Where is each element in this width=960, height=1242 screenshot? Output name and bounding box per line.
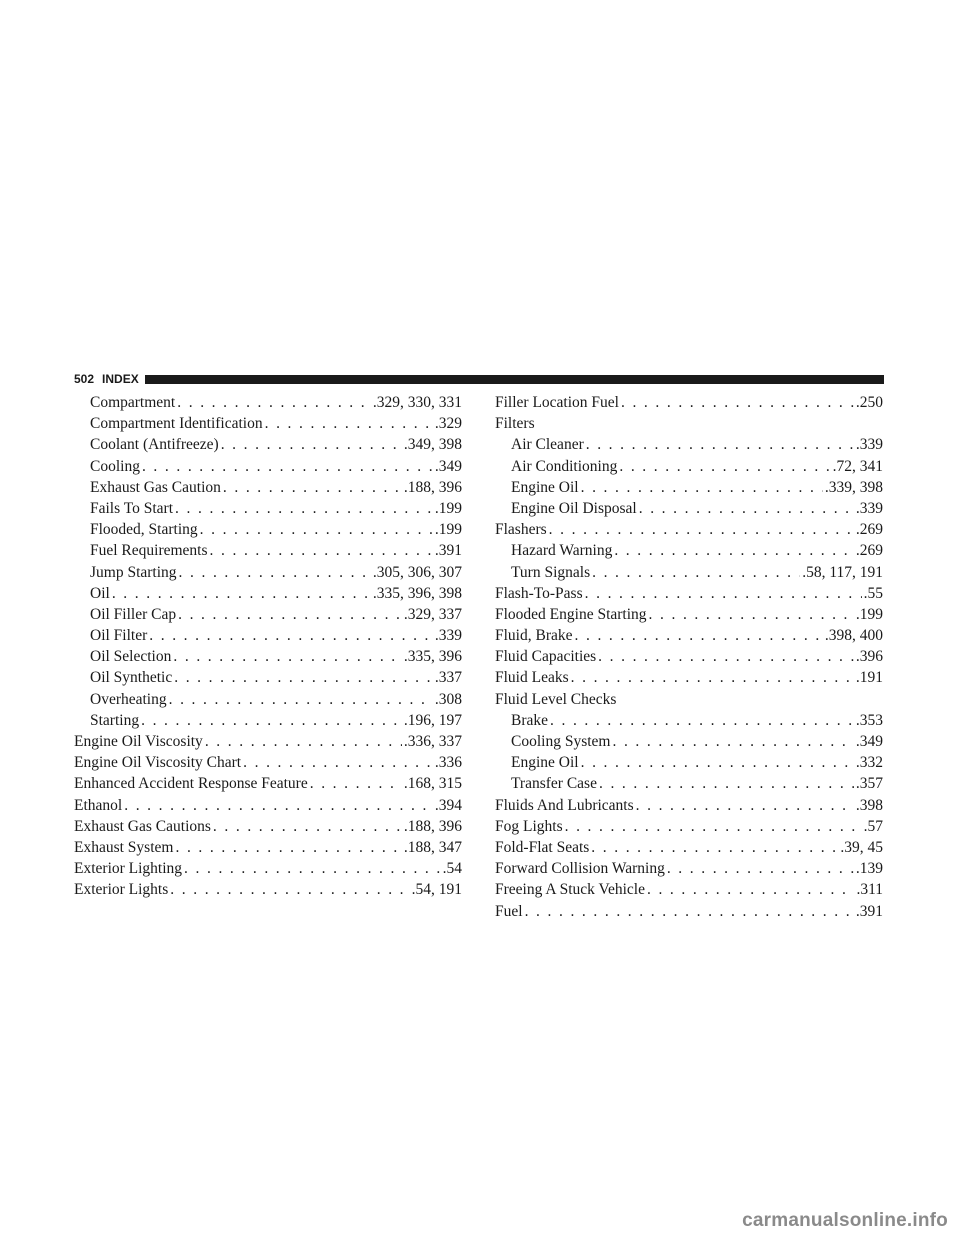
index-term: Fog Lights xyxy=(495,817,563,835)
header-rule xyxy=(145,375,884,384)
index-term: Exhaust System xyxy=(74,838,174,856)
index-term: Cooling System xyxy=(511,733,611,750)
index-term: Fuel xyxy=(495,902,523,920)
index-entry xyxy=(495,625,883,646)
index-term: Fluid Capacities xyxy=(495,648,597,666)
index-subentry xyxy=(74,540,462,561)
index-entry xyxy=(74,752,462,773)
page-references: .353 xyxy=(855,711,883,729)
page-references: .349 xyxy=(434,457,462,475)
page-references: .199 xyxy=(434,499,462,517)
page-references: .54 xyxy=(442,860,462,878)
index-subentry xyxy=(495,540,883,561)
page-references: .391 xyxy=(855,902,883,920)
index-term: Air Conditioning xyxy=(511,457,618,475)
index-entry xyxy=(495,392,883,413)
dot-leader xyxy=(599,773,854,794)
page-references: .329, 330, 331 xyxy=(372,394,462,411)
index-term: Turn Signals xyxy=(511,563,591,581)
index-subentry xyxy=(495,731,883,752)
dot-leader xyxy=(170,879,409,900)
index-term: Exhaust Gas Caution xyxy=(90,478,221,496)
index-subentry xyxy=(495,434,883,455)
index-term: Engine Oil xyxy=(511,754,579,772)
page-references: .188, 347 xyxy=(403,838,462,856)
index-term: Engine Oil Viscosity xyxy=(74,733,203,750)
index-subentry xyxy=(495,456,883,477)
page-references: .329 xyxy=(434,415,462,433)
page-references: .39, 45 xyxy=(840,838,883,856)
page-references: .269 xyxy=(855,521,883,539)
index-subentry xyxy=(74,625,462,646)
index-subentry xyxy=(74,477,462,498)
index-term: Fluid Level Checks xyxy=(495,690,617,708)
dot-leader xyxy=(614,540,854,561)
dot-leader xyxy=(200,519,433,540)
index-term: Exterior Lights xyxy=(74,881,169,899)
page-references: .55 xyxy=(863,584,883,602)
dot-leader xyxy=(550,710,854,731)
dot-leader xyxy=(205,731,402,752)
index-term: Cooling xyxy=(90,457,140,475)
page-references: .58, 117, 191 xyxy=(802,563,883,581)
page-references: .339 xyxy=(855,436,883,454)
index-entry xyxy=(495,583,883,604)
dot-leader xyxy=(639,498,854,519)
index-entry xyxy=(495,413,883,434)
index-subentry xyxy=(74,519,462,540)
index-entry xyxy=(495,646,883,667)
index-subentry xyxy=(74,583,462,604)
index-subentry xyxy=(74,667,462,688)
page-references: .57 xyxy=(863,817,883,835)
index-term: Enhanced Accident Response Feature xyxy=(74,775,308,793)
dot-leader xyxy=(175,837,401,858)
page-references: .398, 400 xyxy=(824,627,883,645)
page-references: .72, 341 xyxy=(832,457,883,475)
index-term: Engine Oil Disposal xyxy=(511,499,637,517)
index-term: Oil Synthetic xyxy=(90,669,173,687)
dot-leader xyxy=(142,456,433,477)
page-references: .398 xyxy=(855,796,883,814)
page-number: 502 xyxy=(74,372,95,386)
section-title: INDEX xyxy=(102,372,139,386)
index-term: Transfer Case xyxy=(511,775,597,793)
dot-leader xyxy=(647,879,854,900)
index-term: Flooded Engine Starting xyxy=(495,605,647,623)
dot-leader xyxy=(223,477,402,498)
index-term: Fluids And Lubricants xyxy=(495,796,634,814)
index-subentry xyxy=(495,752,883,773)
page-references: .168, 315 xyxy=(403,775,462,793)
index-entry xyxy=(495,858,883,879)
dot-leader xyxy=(571,667,854,688)
index-term: Ethanol xyxy=(74,796,123,814)
page-references: .336 xyxy=(434,754,462,772)
index-term: Hazard Warning xyxy=(511,542,613,560)
index-term: Fluid Leaks xyxy=(495,669,569,687)
dot-leader xyxy=(210,540,433,561)
index-term: Forward Collision Warning xyxy=(495,860,665,878)
page-references: .335, 396, 398 xyxy=(372,584,462,602)
dot-leader xyxy=(649,604,854,625)
page-references: .191 xyxy=(855,669,883,687)
dot-leader xyxy=(586,434,854,455)
index-subentry xyxy=(495,710,883,731)
page-references: .339 xyxy=(855,499,883,517)
index-subentry xyxy=(495,477,883,498)
index-entry xyxy=(74,837,462,858)
page-references: .305, 306, 307 xyxy=(372,563,462,581)
index-term: Flash-To-Pass xyxy=(495,584,583,602)
dot-leader xyxy=(581,752,854,773)
page-references: .308 xyxy=(434,690,462,708)
index-term: Flashers xyxy=(495,521,547,539)
dot-leader xyxy=(175,498,433,519)
dot-leader xyxy=(124,795,433,816)
index-entry xyxy=(495,816,883,837)
dot-leader xyxy=(149,625,433,646)
index-entry xyxy=(495,837,883,858)
dot-leader xyxy=(621,392,854,413)
dot-leader xyxy=(549,519,854,540)
page-references: .269 xyxy=(855,542,883,560)
index-term: Flooded, Starting xyxy=(90,521,198,539)
index-term: Oil Filler Cap xyxy=(90,605,177,623)
dot-leader xyxy=(221,434,402,455)
dot-leader xyxy=(310,773,402,794)
index-subentry xyxy=(74,646,462,667)
index-term: Fuel Requirements xyxy=(90,542,208,560)
dot-leader xyxy=(141,710,402,731)
index-subentry xyxy=(74,498,462,519)
dot-leader xyxy=(636,795,854,816)
page-references: .188, 396 xyxy=(403,478,462,496)
index-entry xyxy=(495,795,883,816)
index-entry xyxy=(74,773,462,794)
page-references: .349, 398 xyxy=(403,436,462,454)
page-references: .336, 337 xyxy=(403,733,462,750)
index-term: Oil Filter xyxy=(90,627,148,645)
index-entry xyxy=(495,901,883,922)
page-references: .332 xyxy=(855,754,883,772)
index-subentry xyxy=(74,413,462,434)
index-term: Fluid, Brake xyxy=(495,627,573,645)
index-term: Fold-Flat Seats xyxy=(495,838,590,856)
page-references: .329, 337 xyxy=(403,605,462,623)
page-references: .199 xyxy=(855,605,883,623)
page-references: .349 xyxy=(855,733,883,750)
index-entry xyxy=(495,519,883,540)
dot-leader xyxy=(184,858,441,879)
index-term: Brake xyxy=(511,711,549,729)
index-entry xyxy=(495,604,883,625)
dot-leader xyxy=(179,562,371,583)
index-term: Filters xyxy=(495,415,535,433)
index-subentry xyxy=(495,562,883,583)
page-references: .188, 396 xyxy=(403,817,462,835)
index-term: Filler Location Fuel xyxy=(495,394,619,411)
page-references: .335, 396 xyxy=(403,648,462,666)
dot-leader xyxy=(243,752,433,773)
index-term: Compartment xyxy=(90,394,176,411)
index-term: Jump Starting xyxy=(90,563,177,581)
index-term: Exhaust Gas Cautions xyxy=(74,817,211,835)
index-term: Coolant (Antifreeze) xyxy=(90,436,219,454)
index-subentry xyxy=(74,604,462,625)
dot-leader xyxy=(178,604,402,625)
page-references: .196, 197 xyxy=(403,711,462,729)
index-subentry xyxy=(74,392,462,413)
index-term: Oil xyxy=(90,584,110,602)
page-references: .339, 398 xyxy=(824,478,883,496)
index-entry xyxy=(74,879,462,900)
dot-leader xyxy=(619,456,830,477)
dot-leader xyxy=(667,858,854,879)
dot-leader xyxy=(169,689,433,710)
index-entry xyxy=(74,858,462,879)
index-column-right xyxy=(495,392,883,922)
index-entry xyxy=(74,816,462,837)
dot-leader xyxy=(581,477,823,498)
dot-leader xyxy=(585,583,862,604)
page-references: .357 xyxy=(855,775,883,793)
index-term: Overheating xyxy=(90,690,167,708)
watermark: carmanualsonline.info xyxy=(742,1210,948,1231)
dot-leader xyxy=(598,646,854,667)
index-subentry xyxy=(495,773,883,794)
dot-leader xyxy=(575,625,823,646)
page-references: .337 xyxy=(434,669,462,687)
index-subentry xyxy=(74,689,462,710)
index-term: Engine Oil xyxy=(511,478,579,496)
index-subentry xyxy=(495,498,883,519)
index-term: Compartment Identification xyxy=(90,415,263,433)
index-term: Fails To Start xyxy=(90,499,174,517)
index-entry xyxy=(495,879,883,900)
dot-leader xyxy=(213,816,402,837)
page-references: .391 xyxy=(434,542,462,560)
index-entry xyxy=(74,795,462,816)
index-entry xyxy=(495,689,883,710)
dot-leader xyxy=(591,837,838,858)
index-term: Starting xyxy=(90,711,140,729)
index-subentry xyxy=(74,562,462,583)
dot-leader xyxy=(174,667,433,688)
dot-leader xyxy=(592,562,800,583)
page-references: .311 xyxy=(856,881,883,899)
dot-leader xyxy=(112,583,371,604)
page-references: .54, 191 xyxy=(411,881,462,899)
dot-leader xyxy=(565,816,862,837)
page-references: .339 xyxy=(434,627,462,645)
page-references: .396 xyxy=(855,648,883,666)
index-entry xyxy=(495,667,883,688)
index-subentry xyxy=(74,456,462,477)
index-term: Engine Oil Viscosity Chart xyxy=(74,754,242,772)
index-column-left xyxy=(74,392,462,901)
dot-leader xyxy=(173,646,402,667)
index-term: Freeing A Stuck Vehicle xyxy=(495,881,645,899)
page-references: .199 xyxy=(434,521,462,539)
page-references: .394 xyxy=(434,796,462,814)
page-header xyxy=(74,372,884,386)
dot-leader xyxy=(177,392,371,413)
index-term: Oil Selection xyxy=(90,648,172,666)
dot-leader xyxy=(612,731,853,752)
dot-leader xyxy=(265,413,433,434)
index-entry xyxy=(74,731,462,752)
page-references: .250 xyxy=(855,394,883,411)
index-subentry xyxy=(74,434,462,455)
index-term: Exterior Lighting xyxy=(74,860,183,878)
index-subentry xyxy=(74,710,462,731)
dot-leader xyxy=(525,901,854,922)
page-references: .139 xyxy=(855,860,883,878)
index-term: Air Cleaner xyxy=(511,436,584,454)
